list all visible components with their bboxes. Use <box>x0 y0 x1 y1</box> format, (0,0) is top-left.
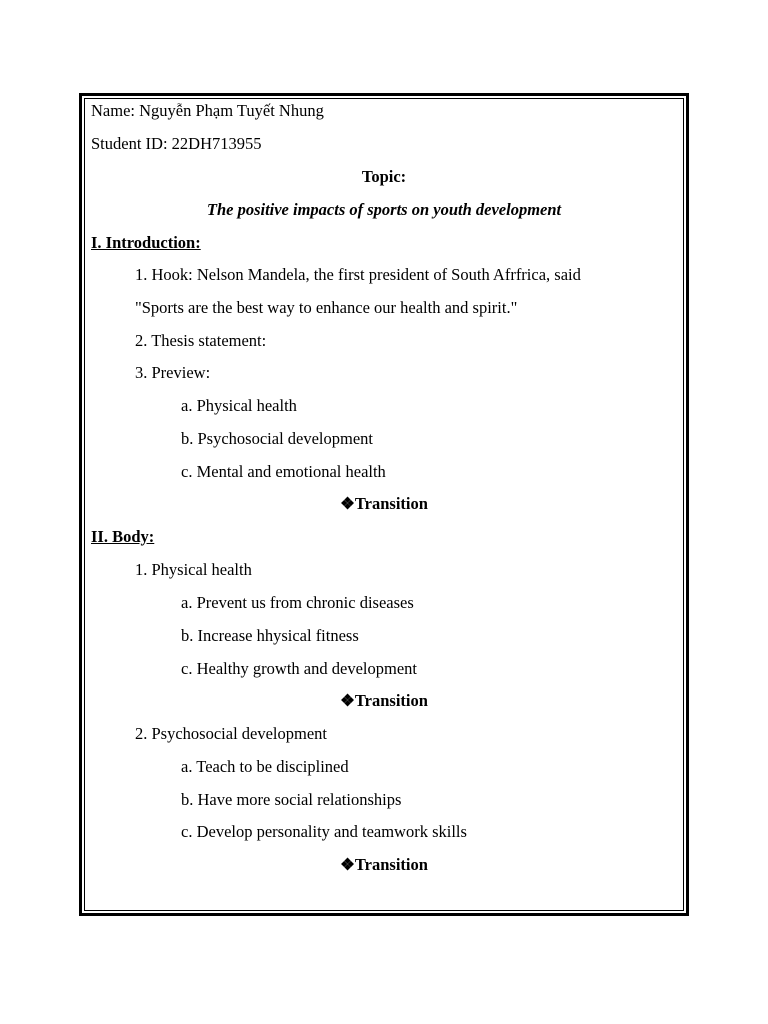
section-1-item: b. Increase hhysical fitness <box>181 626 359 645</box>
section-1-item: c. Healthy growth and development <box>181 659 417 678</box>
section-2-item: b. Have more social relationships <box>181 790 402 809</box>
section-1-item: a. Prevent us from chronic diseases <box>181 593 414 612</box>
introduction-heading: I. Introduction: <box>91 233 201 252</box>
section-2-item: c. Develop personality and teamwork skills <box>181 822 467 841</box>
section-2-item: a. Teach to be disciplined <box>181 757 349 776</box>
transition-3: ❖Transition <box>340 855 428 874</box>
preview-item: b. Psychosocial development <box>181 429 374 448</box>
preview-item: c. Mental and emotional health <box>181 462 386 481</box>
hook-line-2: "Sports are the best way to enhance our health and spirit." <box>135 298 518 317</box>
student-id: Student ID: 22DH713955 <box>91 134 262 153</box>
preview-heading: 3. Preview: <box>135 363 211 382</box>
topic-title: The positive impacts of sports on youth development <box>206 200 562 219</box>
body-section-1-title: 1. Physical health <box>135 560 252 579</box>
body-heading: II. Body: <box>91 527 155 546</box>
preview-item: a. Physical health <box>181 396 297 415</box>
body-section-2-title: 2. Psychosocial development <box>135 724 328 743</box>
thesis-statement: 2. Thesis statement: <box>135 331 267 350</box>
student-name: Name: Nguyễn Phạm Tuyết Nhung <box>91 101 324 120</box>
transition-2: ❖Transition <box>340 691 428 710</box>
topic-label: Topic: <box>361 167 407 186</box>
transition-1: ❖Transition <box>340 494 428 513</box>
hook-line-1: 1. Hook: Nelson Mandela, the first president of South Afrfrica, said <box>135 265 581 284</box>
